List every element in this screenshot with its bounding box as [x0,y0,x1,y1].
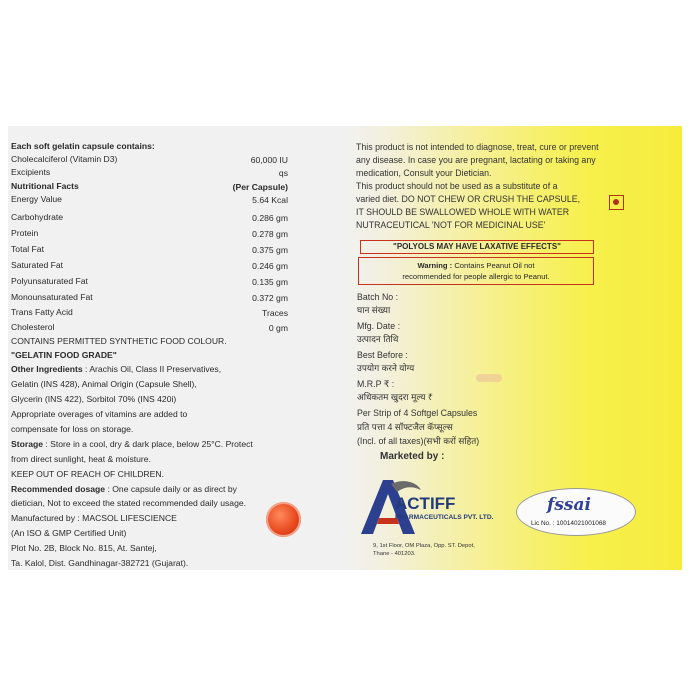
other-ingredients-line: Glycerin (INS 422), Sorbitol 70% (INS 420i) [11,394,177,404]
dosage-text: : One capsule daily or as direct by [105,484,237,494]
storage-line: from direct sunlight, heat & moisture. [11,454,151,464]
disclaimer-line: varied diet. DO NOT CHEW OR CRUSH THE CAPSULE, [356,194,581,204]
brand-address: Thane - 401203. [373,551,416,557]
composition-value: 60,000 IU [250,155,288,165]
warning-label: Warning : [417,261,453,270]
storage-line [11,438,253,451]
composition-header: Each soft gelatin capsule contains: [11,141,155,151]
dosage-line [11,483,237,496]
manufacturer-line: Ta. Kalol, Dist. Gandhinagar-382721 (Gujarat). [11,558,189,568]
composition-name: Excipients [11,167,51,177]
nutrition-row-value: Traces [262,308,288,318]
nutrition-row-value: 0.246 gm [252,261,288,271]
mfg-date-label-hindi: उत्पादन तिथि [357,334,399,344]
nutrition-row-value: 0.286 gm [252,213,288,223]
nutrition-row-value: 0.372 gm [252,293,288,303]
disclaimer-line: This product should not be used as a substitute of a [356,181,558,191]
colour-note: CONTAINS PERMITTED SYNTHETIC FOOD COLOUR. [11,336,227,346]
manufacturer-line: (An ISO & GMP Certified Unit) [11,528,127,538]
disclaimer-line: IT SHOULD BE SWALLOWED WHOLE WITH WATER [356,207,570,217]
mrp-line: (Incl. of all taxes)(सभी करों सहित) [357,436,480,446]
batch-label: Batch No : [357,292,399,302]
veg-mark-icon [609,195,624,210]
reach-note: KEEP OUT OF REACH OF CHILDREN. [11,469,164,479]
nutrition-row-value: 0.375 gm [252,245,288,255]
other-ingredients-text: : Arachis Oil, Class II Preservatives, [82,364,222,374]
other-ingredients-line: compensate for loss on storage. [11,424,134,434]
best-before-label-hindi: उपयोग करने योग्य [357,363,415,373]
nutrition-row-value: 0 gm [268,323,288,333]
nutrition-row-value: 0.135 gm [252,277,288,287]
warning-text: Contains Peanut Oil not [452,261,535,270]
best-before-label: Best Before : [357,350,408,360]
nutrition-row-name: Saturated Fat [11,260,64,270]
smudge [476,374,502,382]
brand-address: 9, 1st Floor, OM Plaza, Opp. ST. Depot, [373,543,475,549]
nutrition-row-value: 5.64 Kcal [252,195,288,205]
warning-text: recommended for people allergic to Peanut. [402,272,550,281]
composition-name: Cholecalciferol (Vitamin D3) [11,154,118,164]
disclaimer-line: This product is not intended to diagnose, treat, cure or prevent [356,142,599,152]
nutrition-row-name: Trans Fatty Acid [11,307,73,317]
manufacturer-line: Manufactured by : MACSOL LIFESCIENCE [11,513,177,523]
disclaimer-line: any disease. In case you are pregnant, lactating or taking any [356,155,596,165]
fssai-logo [516,488,636,536]
nutrition-row-name: Monounsaturated Fat [11,292,93,302]
nutrition-row-name: Carbohydrate [11,212,64,222]
dosage-label: Recommended dosage [11,484,106,494]
other-ingredients-label: Other Ingredients [11,364,83,374]
manufacturer-line: Plot No. 2B, Block No. 815, At. Santej, [11,543,157,553]
mrp-line: प्रति पत्ता 4 सॉफ्टजैल कॅप्सूल्स [357,422,453,432]
nutrition-row-name: Protein [11,228,39,238]
nutrition-row-value: 0.278 gm [252,229,288,239]
mfg-date-label: Mfg. Date : [357,321,401,331]
disclaimer-line: NUTRACEUTICAL 'NOT FOR MEDICINAL USE' [356,220,546,230]
batch-label-hindi: घान संख्या [357,305,391,315]
fssai-word: fssai [547,495,591,515]
gelatin-grade: "GELATIN FOOD GRADE" [11,350,117,360]
dosage-line: dietician, Not to exceed the stated recommended daily usage. [11,498,247,508]
marketed-by: Marketed by : [380,451,445,462]
nutrition-header-value: (Per Capsule) [232,182,288,192]
storage-text: : Store in a cool, dry & dark place, below 25°C. Protect [43,439,253,449]
other-ingredients-line: Gelatin (INS 428), Animal Origin (Capsule Shell), [11,379,197,389]
nutrition-row-name: Energy Value [11,194,62,204]
brand-sub: PHARMACEUTICALS PVT. LTD. [395,514,494,521]
nutrition-row-name: Cholesterol [11,322,55,332]
label-card [8,126,682,570]
fssai-license: Lic No. : 10014021001068 [531,520,606,527]
polyols-note: "POLYOLS MAY HAVE LAXATIVE EFFECTS" [360,240,594,254]
other-ingredients-line: Appropriate overages of vitamins are added to [11,409,188,419]
mrp-line: M.R.P ₹ : [357,379,395,389]
nutrition-row-name: Polyunsaturated Fat [11,276,88,286]
certification-seal [266,502,301,537]
mrp-line: अधिकतम खुदरा मूल्य ₹ [357,392,433,402]
nutrition-header: Nutritional Facts [11,181,79,191]
actiff-logo [361,476,494,538]
disclaimer-line: medication, Consult your Dietician. [356,168,492,178]
nutrition-row-name: Total Fat [11,244,44,254]
other-ingredients-line [11,363,221,376]
composition-value: qs [278,168,288,178]
mrp-line: Per Strip of 4 Softgel Capsules [357,408,478,418]
warning-box [358,257,594,285]
storage-label: Storage [11,439,43,449]
brand-name: ACTIFF [395,494,456,513]
